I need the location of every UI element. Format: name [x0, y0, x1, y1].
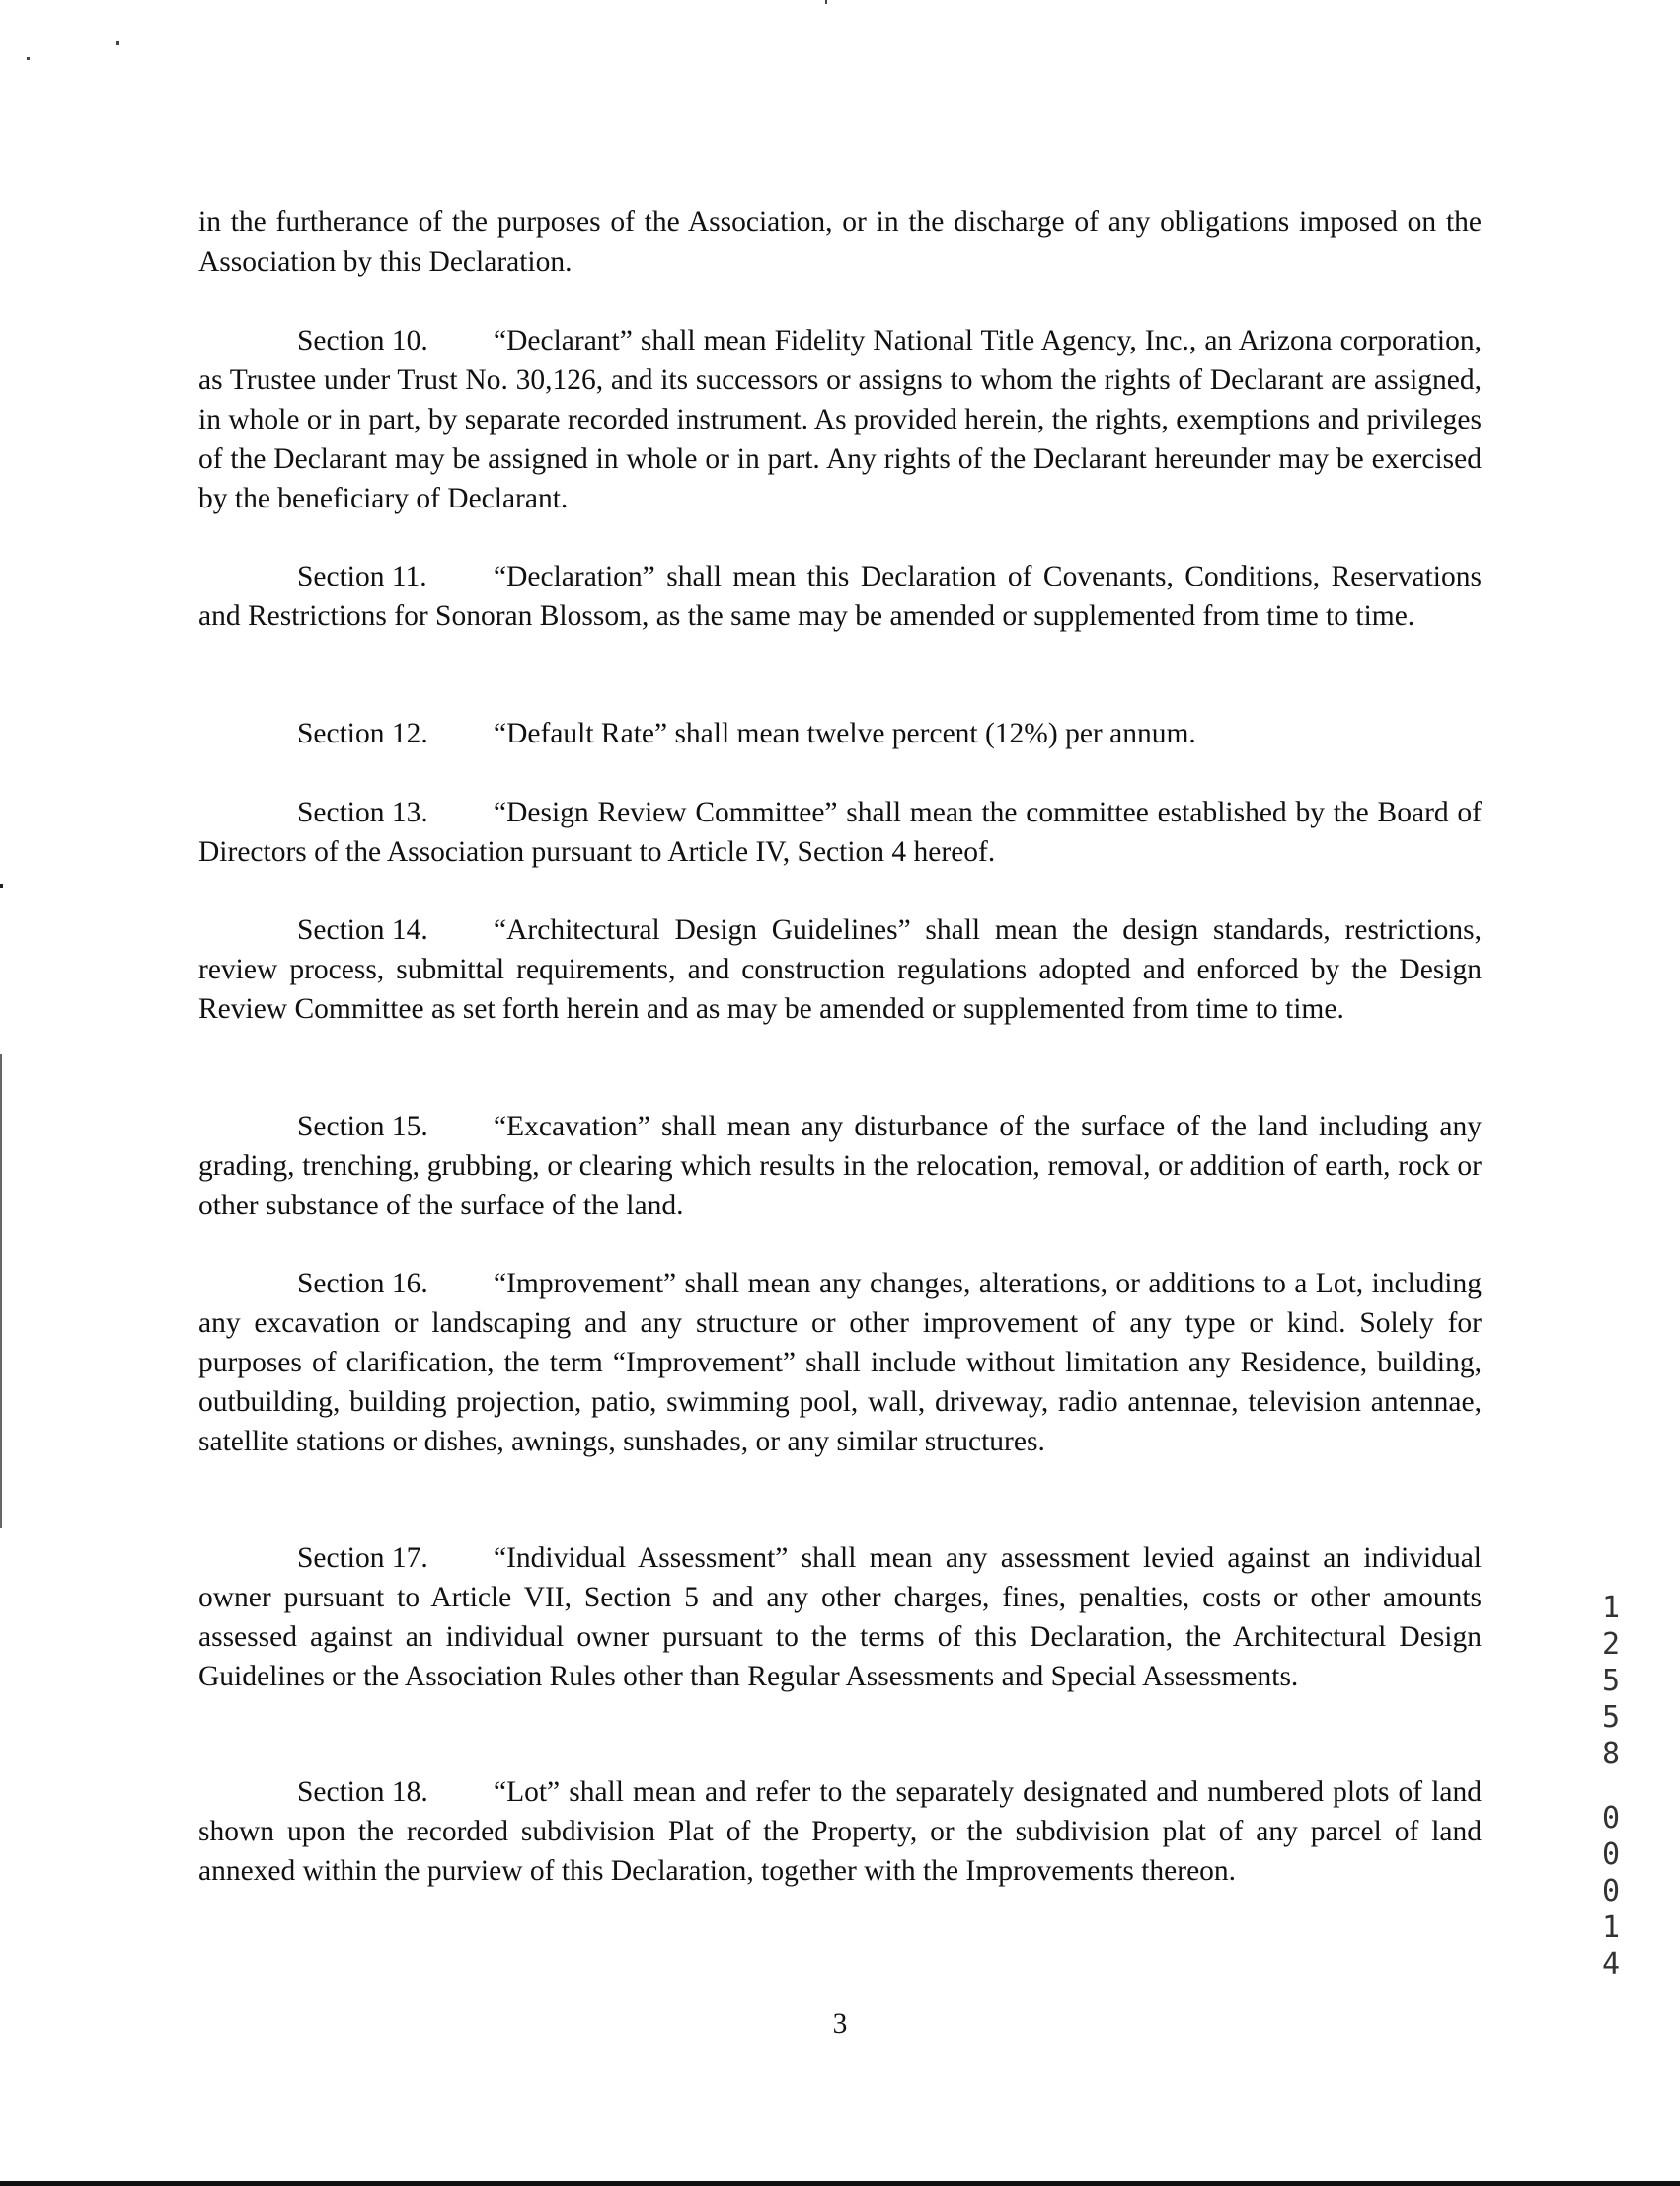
scan-mark-top [825, 0, 827, 4]
section-label: Section 13. [297, 797, 428, 828]
stamp-digit: 0 [1601, 1801, 1621, 1835]
section-label: Section 17. [297, 1542, 428, 1574]
left-scan-edge-2 [0, 1054, 2, 1528]
section-text: “Lot” shall mean and refer to the separately designated and numbered plots of land shown upon the recorded subdivision Plat of the Property, or the subdivision plat of any parcel of land annexed within the purview of this Declaration, together with the Improvements thereon. [198, 1776, 1482, 1887]
section-10 [198, 321, 1482, 518]
stamp-digit: 1 [1601, 1911, 1621, 1945]
stamp-digit: 1 [1601, 1591, 1621, 1625]
stamp-gap [1589, 1772, 1633, 1800]
section-16 [198, 1264, 1482, 1461]
section-label: Section 14. [297, 914, 428, 946]
scan-mark-corner-1 [27, 57, 30, 60]
section-label: Section 10. [297, 325, 428, 356]
page-number: 3 [832, 2008, 848, 2040]
recording-number-stamp [1589, 1590, 1633, 1983]
section-11 [198, 557, 1482, 636]
left-scan-edge-1 [0, 884, 3, 888]
bottom-scan-edge [0, 2181, 1680, 2186]
section-text: “Declarant” shall mean Fidelity National Title Agency, Inc., an Arizona corporation, as Trustee under Trust No. 30,126, and its successors or assigns to whom the rights of Declarant are assigned, in whole or in part, by separate recorded instrument. As provided herein, the rights, exemptions and privileges of the Declarant may be assigned in whole or in part. Any rights of the Declarant hereunder may be exercised by the beneficiary of Declarant. [198, 325, 1482, 514]
section-17 [198, 1538, 1482, 1696]
section-label: Section 16. [297, 1268, 428, 1299]
section-text: “Declaration” shall mean this Declaration of Covenants, Conditions, Reservations and Restrictions for Sonoran Blossom, as the same may be amended or supplemented from time to time. [198, 561, 1482, 632]
section-13 [198, 793, 1482, 872]
scan-mark-corner-2 [116, 41, 119, 45]
stamp-digit: 5 [1601, 1700, 1621, 1735]
section-label: Section 11. [297, 561, 427, 592]
section-text: “Improvement” shall mean any changes, alterations, or additions to a Lot, including any excavation or landscaping and any structure or other improvement of any type or kind. Solely for purposes of clarification, the term “Improvement” shall include without limitation any Residence, building, outbuilding, building projection, patio, swimming pool, wall, driveway, radio antennae, television antennae, satellite stations or dishes, awnings, sunshades, or any similar structures. [198, 1268, 1482, 1457]
stamp-digit: 5 [1601, 1664, 1621, 1698]
stamp-digit: 0 [1601, 1874, 1621, 1909]
section-15 [198, 1107, 1482, 1225]
section-label: Section 12. [297, 718, 428, 749]
section-text: “Individual Assessment” shall mean any assessment levied against an individual owner pursuant to Article VII, Section 5 and any other charges, fines, penalties, costs or other amounts assessed against an individual owner pursuant to the terms of this Declaration, the Architectural Design Guidelines or the Association Rules other than Regular Assessments and Special Assessments. [198, 1542, 1482, 1692]
section-18 [198, 1772, 1482, 1891]
section-text: “Architectural Design Guidelines” shall mean the design standards, restrictions, review process, submittal requirements, and construction regulations adopted and enforced by the Design Review Committee as set forth herein and as may be amended or supplemented from time to time. [198, 914, 1482, 1025]
lead-paragraph: in the furtherance of the purposes of the Association, or in the discharge of any obligations imposed on the Association by this Declaration. [198, 206, 1482, 277]
section-label: Section 15. [297, 1111, 428, 1142]
stamp-digit: 2 [1601, 1627, 1621, 1662]
stamp-digit: 4 [1601, 1947, 1621, 1982]
section-12 [198, 714, 1482, 753]
section-text: “Design Review Committee” shall mean the committee established by the Board of Directors of the Association pursuant to Article IV, Section 4 hereof. [198, 797, 1482, 868]
section-text: “Default Rate” shall mean twelve percent (12%) per annum. [494, 718, 1196, 749]
stamp-digit: 0 [1601, 1837, 1621, 1872]
stamp-digit: 8 [1601, 1737, 1621, 1771]
section-text: “Excavation” shall mean any disturbance of the surface of the land including any grading, trenching, grubbing, or clearing which results in the relocation, removal, or addition of earth, rock or other substance of the surface of the land. [198, 1111, 1482, 1221]
section-label: Section 18. [297, 1776, 428, 1808]
section-14 [198, 910, 1482, 1029]
